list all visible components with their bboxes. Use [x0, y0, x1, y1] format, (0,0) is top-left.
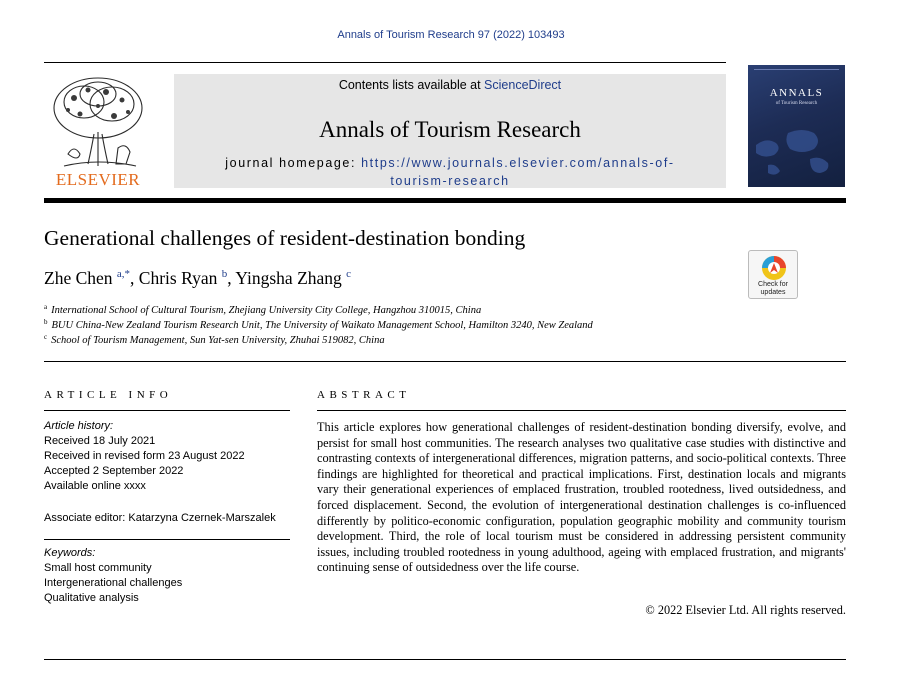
abstract-text: This article explores how generational challenges of resident-destination bonding diversify, evolve, and persist for small host communities. The research analyses two qualitative case studies with distinctive and contrasting contexts of intergenerational differences, migration patterns, and socio-political contexts. Three findings are highlighted for theoretical and practical implications. First, destination locals and migrants vary their generational experiences of emplaced frustration, troubled rootedness, lived outsidedness, and forced displacement. Second, the evolution of intergenerational destination challenges is co-influenced differently by politico-economic configuration, population geographic mobility and community tourism development. Third, the role of local tourism must be considered in addressing persistent community issues, including troubled rootedness in young adulthood, ageing with emplaced frustration, and migrants' continuing sense of outsidedness over the life course.: [317, 420, 846, 575]
affiliation-marker: b: [44, 317, 48, 326]
top-rule: [44, 62, 726, 63]
check-for-updates-button[interactable]: [748, 250, 798, 299]
editor-rule: [44, 539, 290, 540]
check-for-updates-label: [749, 281, 797, 297]
homepage-link-part1[interactable]: https://www.journals.elsevier.com/annals-of-: [361, 156, 675, 170]
journal-title: Annals of Tourism Research: [319, 117, 581, 142]
affiliation-item: [44, 318, 593, 333]
article-info-rule: [44, 410, 290, 411]
author-name[interactable]: Yingsha Zhang: [235, 268, 342, 288]
contents-prefix: Contents lists available at: [338, 78, 485, 92]
journal-cover-image[interactable]: [748, 65, 845, 187]
homepage-prefix: journal homepage:: [225, 156, 362, 170]
author-affiliation-link[interactable]: c: [346, 268, 352, 281]
sciencedirect-link[interactable]: ScienceDirect: [484, 78, 562, 92]
affiliation-marker: c: [44, 332, 48, 341]
accepted-date: Accepted 2 September 2022: [44, 465, 184, 477]
cover-map-illustration: [748, 115, 845, 187]
badge-line2: updates: [760, 289, 786, 296]
author-separator: ,: [227, 268, 236, 288]
associate-editor: Associate editor: Katarzyna Czernek-Marszalek: [44, 512, 276, 524]
author-affiliation-link[interactable]: b: [221, 268, 228, 281]
homepage-link-part2[interactable]: tourism-research: [390, 174, 510, 188]
keywords-block: [44, 546, 182, 606]
abstract-rule: [317, 410, 846, 411]
article-title: Generational challenges of resident-destination bonding: [44, 226, 526, 250]
affiliations: [44, 303, 593, 348]
received-date: Received 18 July 2021: [44, 435, 156, 447]
check-for-updates-icon: [761, 255, 787, 281]
cover-top-rule: [754, 69, 839, 72]
affiliation-item: [44, 333, 593, 348]
keywords-label: Keywords:: [44, 547, 96, 559]
header-thick-rule: [44, 198, 846, 203]
abstract-heading: ABSTRACT: [317, 389, 411, 401]
elsevier-wordmark[interactable]: ELSEVIER: [55, 170, 141, 189]
affiliations-rule: [44, 361, 846, 362]
author-name[interactable]: Zhe Chen: [44, 268, 113, 288]
badge-line1: Check for: [758, 281, 788, 288]
cover-subtitle: of Tourism Research: [775, 101, 818, 106]
keyword-item: Small host community: [44, 562, 152, 574]
affiliation-item: [44, 303, 593, 318]
affiliation-text: International School of Cultural Tourism, Zhejiang University City College, Hangzhou 310015, China: [51, 305, 482, 316]
author-name[interactable]: Chris Ryan: [138, 268, 218, 288]
article-history: [44, 419, 245, 494]
keyword-item: Intergenerational challenges: [44, 577, 183, 589]
bottom-rule: [44, 659, 846, 660]
author-list: [44, 268, 351, 289]
article-info-heading: ARTICLE INFO: [44, 389, 173, 401]
journal-header-box: [174, 74, 726, 188]
affiliation-marker: a: [44, 302, 48, 311]
keyword-item: Qualitative analysis: [44, 592, 139, 604]
online-date: Available online xxxx: [44, 480, 146, 492]
affiliation-text: BUU China-New Zealand Tourism Research Unit, The University of Waikato Management School, Hamilton 3240, New Zealand: [51, 320, 593, 331]
cover-title: ANNALS: [769, 87, 824, 99]
journal-reference[interactable]: Annals of Tourism Research 97 (2022) 103493: [337, 29, 565, 41]
contents-line: [174, 78, 726, 92]
journal-homepage: [194, 154, 706, 190]
author-separator: ,: [130, 268, 139, 288]
revised-date: Received in revised form 23 August 2022: [44, 450, 245, 462]
history-label: Article history:: [44, 420, 114, 432]
author-affiliation-link[interactable]: a,*: [116, 268, 131, 281]
affiliation-text: School of Tourism Management, Sun Yat-sen University, Zhuhai 519082, China: [51, 335, 385, 346]
copyright-notice: © 2022 Elsevier Ltd. All rights reserved.: [645, 603, 846, 617]
